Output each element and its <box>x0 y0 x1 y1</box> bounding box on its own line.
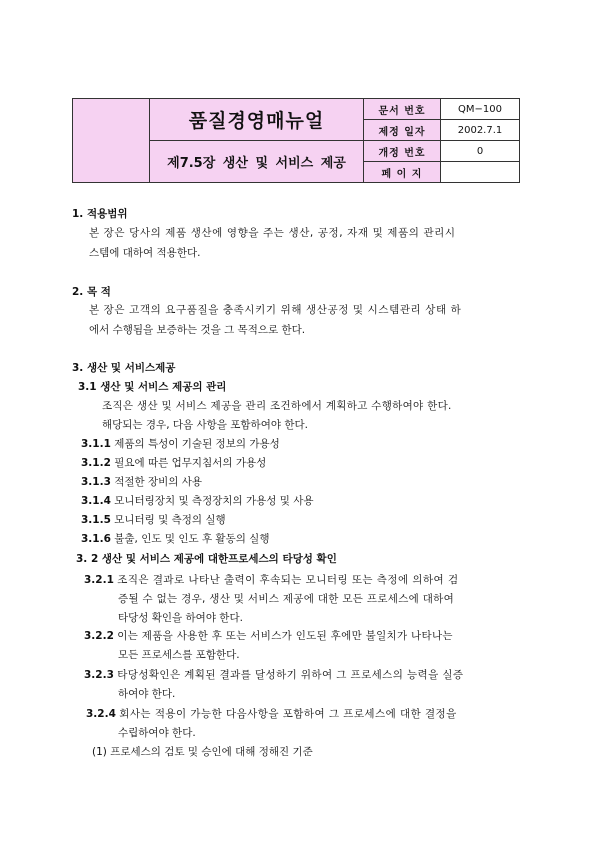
manual-title: 품질경영매뉴얼 <box>150 99 364 141</box>
item-number: 3.1.4 <box>81 495 111 507</box>
item-3-2-2-line-2: 모든 프로세스를 포함한다. <box>118 649 240 661</box>
item-number: 3.2.3 <box>84 669 114 681</box>
item-text: 모니터링장치 및 측정장치의 가용성 및 사용 <box>114 495 314 507</box>
item-text: 타당성확인은 계획된 결과를 달성하기 위하여 그 프로세스의 능력을 실증 <box>117 669 464 681</box>
section-1-heading: 1. 적용범위 <box>72 208 128 220</box>
item-number: 3.1.3 <box>81 476 111 488</box>
list-item <box>81 531 269 546</box>
item-text: 모니터링 및 측정의 실행 <box>114 514 226 526</box>
section-3-1-paragraph-line-2: 해당되는 경우, 다음 사항을 포함하여야 한다. <box>102 419 308 431</box>
sub-item-1: (1) 프로세스의 검토 및 승인에 대해 정해진 기준 <box>92 746 313 758</box>
doc-number-label: 문서 번호 <box>364 99 441 120</box>
item-3-2-4-line-1 <box>86 706 457 721</box>
item-text: 이는 제품을 사용한 후 또는 서비스가 인도된 후에만 불일치가 나타나는 <box>117 630 453 642</box>
item-text: 회사는 적용이 가능한 다음사항을 포함하여 그 프로세스에 대한 결정을 <box>119 708 457 720</box>
section-1-paragraph-line-1: 본 장은 당사의 제품 생산에 영향을 주는 생산, 공정, 자재 및 제품의 관리시 <box>89 227 456 239</box>
header-margin-cell <box>73 99 150 183</box>
item-3-2-1-line-1 <box>84 572 459 587</box>
revision-label: 개정 번호 <box>364 141 441 162</box>
chapter-title: 제7.5장 생산 및 서비스 제공 <box>150 141 364 183</box>
item-text: 조직은 결과로 나타난 출력이 후속되는 모니터링 또는 측정에 의하여 검 <box>117 574 459 586</box>
item-text: 적절한 장비의 사용 <box>114 476 203 488</box>
section-2-heading: 2. 목 적 <box>72 286 111 298</box>
item-number: 3.2.4 <box>86 708 116 720</box>
revision-value: 0 <box>441 141 520 162</box>
document-header-table <box>72 98 520 183</box>
item-3-2-3-line-1 <box>84 667 463 682</box>
item-3-2-1-line-3: 타당성 확인을 하여야 한다. <box>118 612 243 624</box>
section-3-heading: 3. 생산 및 서비스제공 <box>72 362 176 374</box>
item-3-2-3-line-2: 하여야 한다. <box>118 688 176 700</box>
item-number: 3.1.1 <box>81 438 111 450</box>
item-3-2-4-line-2: 수립하여야 한다. <box>118 727 196 739</box>
list-item <box>81 474 202 489</box>
doc-number-value: QM−100 <box>441 99 520 120</box>
enact-date-value: 2002.7.1 <box>441 120 520 141</box>
item-3-2-1-line-2: 증될 수 없는 경우, 생산 및 서비스 제공에 대한 모든 프로세스에 대하여 <box>118 593 455 605</box>
list-item <box>81 512 226 527</box>
item-number: 3.2.2 <box>84 630 114 642</box>
list-item <box>81 436 280 451</box>
section-3-1-heading: 3.1 생산 및 서비스 제공의 관리 <box>78 381 227 393</box>
item-number: 3.1.5 <box>81 514 111 526</box>
section-2-paragraph-line-1: 본 장은 고객의 요구품질을 충족시키기 위해 생산공정 및 시스템관리 상태 하 <box>89 304 462 316</box>
item-text: 불출, 인도 및 인도 후 활동의 실행 <box>114 533 270 545</box>
enact-date-label: 제정 일자 <box>364 120 441 141</box>
page-value <box>441 162 520 183</box>
section-3-2-heading: 3. 2 생산 및 서비스 제공에 대한프로세스의 타당성 확인 <box>76 553 337 565</box>
item-3-2-2-line-1 <box>84 628 453 643</box>
list-item <box>81 493 314 508</box>
section-3-1-paragraph-line-1: 조직은 생산 및 서비스 제공을 관리 조건하에서 계획하고 수행하여야 한다. <box>102 400 452 412</box>
item-number: 3.2.1 <box>84 574 114 586</box>
item-text: 제품의 특성이 기술된 정보의 가용성 <box>114 438 280 450</box>
page-label: 페 이 지 <box>364 162 441 183</box>
item-text: 필요에 따른 업무지침서의 가용성 <box>114 457 267 469</box>
item-number: 3.1.2 <box>81 457 111 469</box>
section-1-paragraph-line-2: 스템에 대하여 적용한다. <box>89 247 201 259</box>
section-2-paragraph-line-2: 에서 수행됨을 보증하는 것을 그 목적으로 한다. <box>89 324 306 336</box>
list-item <box>81 455 266 470</box>
item-number: 3.1.6 <box>81 533 111 545</box>
